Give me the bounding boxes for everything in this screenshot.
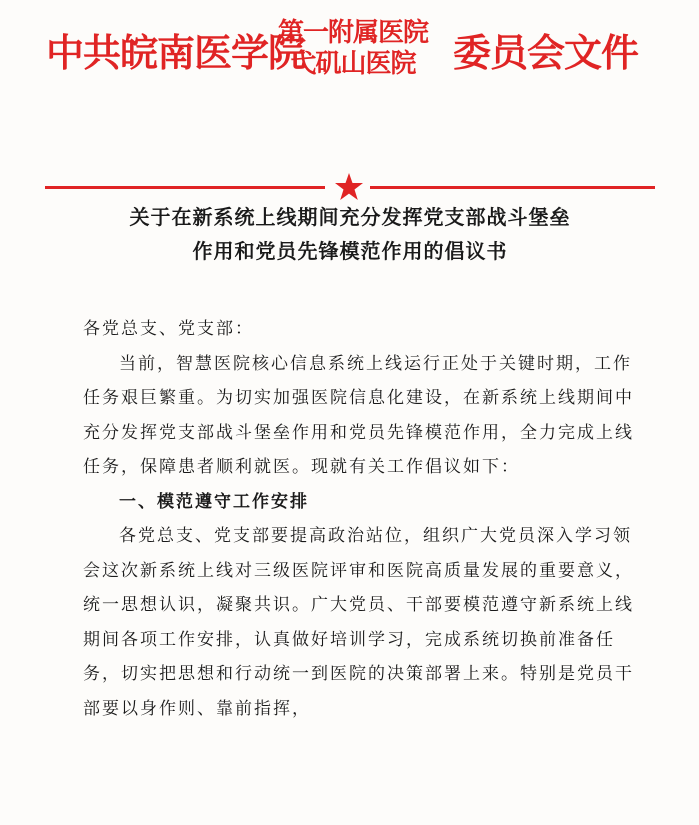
- document-body: [83, 312, 643, 726]
- header-committee-document: 委员会文件: [453, 31, 639, 75]
- section-heading-1: 一、模范遵守工作安排: [119, 491, 309, 512]
- header-party-committee: 中共皖南医学院: [46, 31, 306, 75]
- title-line1: 关于在新系统上线期间充分发挥党支部战斗堡垒: [129, 205, 571, 229]
- title-line2: 作用和党员先锋模范作用的倡议书: [192, 239, 508, 263]
- document-title: [60, 200, 640, 268]
- salutation: 各党总支、党支部：: [83, 319, 254, 339]
- header-hospital-line2: 弋矶山医院: [290, 48, 416, 79]
- red-line-right: [370, 186, 655, 189]
- paragraph-section-1: 各党总支、党支部要提高政治站位，组织广大党员深入学习领会这次新系统上线对三级医院评审和医院高质量发展的重要意义，统一思想认识，凝聚共识。广大党员、干部要模范遵守新系统上线期间各项工作安排，认真做好培训学习，完成系统切换前准备任务，切实把思想和行动统一到医院的决策部署上来。特别是党员干部要以身作则、靠前指挥，: [83, 526, 634, 719]
- red-star-icon: [334, 172, 364, 202]
- paragraph-intro: 当前，智慧医院核心信息系统上线运行正处于关键时期，工作任务艰巨繁重。为切实加强医院信息化建设，在新系统上线期间中充分发挥党支部战斗堡垒作用和党员先锋模范作用，全力完成上线任务，保障患者顺利就医。现就有关工作倡议如下：: [83, 353, 634, 477]
- document-header: [0, 0, 699, 130]
- header-hospital-names: [258, 18, 448, 79]
- header-hospital-line1: 第一附属医院: [277, 18, 428, 48]
- red-separator: [45, 172, 655, 198]
- red-line-left: [45, 186, 325, 189]
